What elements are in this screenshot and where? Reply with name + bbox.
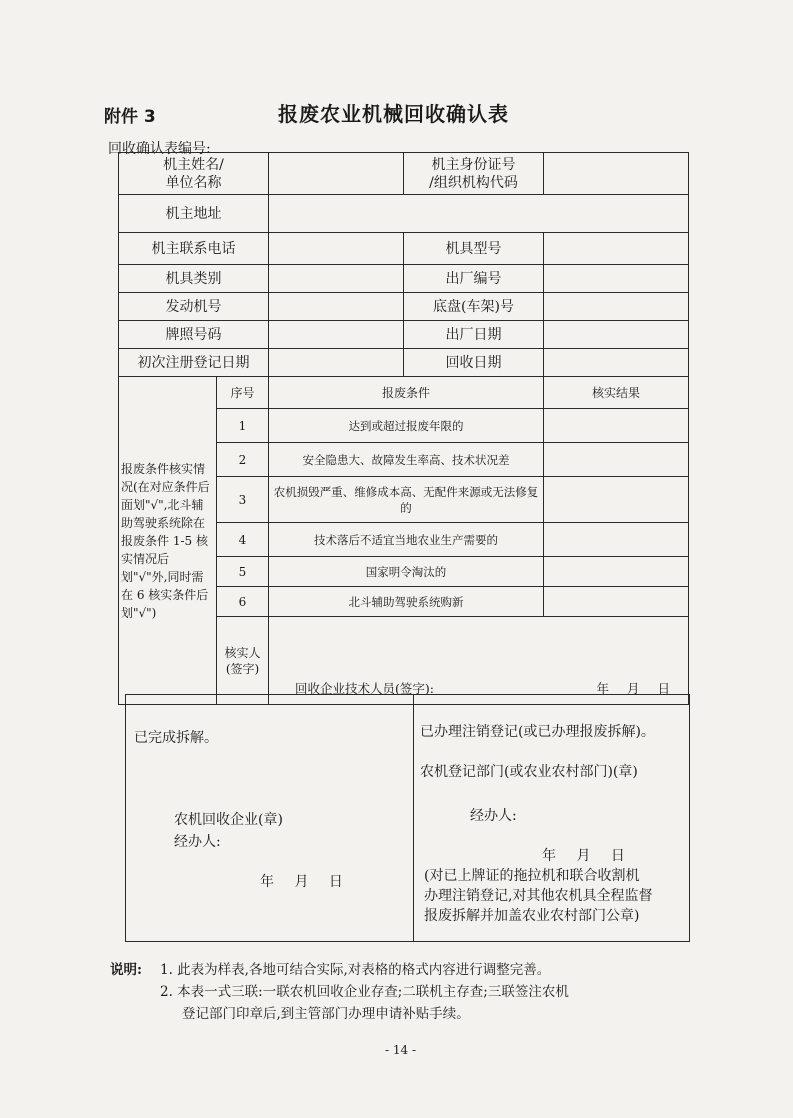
- plate-number-value[interactable]: [269, 321, 404, 349]
- condition-result[interactable]: [544, 557, 689, 587]
- notes-prefix: 说明:: [110, 962, 142, 978]
- condition-no: 4: [217, 523, 269, 557]
- recycler-seal-label: 农机回收企业(章): [174, 812, 283, 828]
- recycler-handler-label: 经办人:: [174, 834, 221, 850]
- form-number-label: 回收确认表编号:: [108, 141, 211, 157]
- verifier-signature-area[interactable]: [269, 617, 689, 705]
- page-title: 报废农业机械回收确认表: [278, 102, 509, 126]
- note-line-3: 登记部门印章后,到主管部门办理申请补贴手续。: [182, 1006, 470, 1022]
- owner-id-value[interactable]: [544, 153, 689, 195]
- registration-note-1: (对已上牌证的拖拉机和联合收割机: [424, 868, 640, 884]
- page-number: - 14 -: [385, 1043, 417, 1057]
- machine-category-value[interactable]: [269, 265, 404, 293]
- chassis-number-label: 底盘(车架)号: [404, 293, 544, 321]
- condition-check-note: 报废条件核实情况(在对应条件后面划"√",北斗辅助驾驶系统除在报废条件 1-5 核实情况后划"√"外,同时需在 6 核实条件后划"√"): [119, 377, 217, 705]
- verifier-label: 核实人(签字): [217, 617, 269, 705]
- tech-signature-label: 回收企业技术人员(签字):: [295, 681, 434, 696]
- condition-no: 3: [217, 477, 269, 523]
- first-registration-value[interactable]: [269, 349, 404, 377]
- condition-result[interactable]: [544, 477, 689, 523]
- chassis-number-value[interactable]: [544, 293, 689, 321]
- machine-model-label: 机具型号: [404, 233, 544, 265]
- recovery-date-value[interactable]: [544, 349, 689, 377]
- factory-date-value[interactable]: [544, 321, 689, 349]
- engine-number-value[interactable]: [269, 293, 404, 321]
- condition-text: 北斗辅助驾驶系统购新: [269, 587, 544, 617]
- condition-text: 技术落后不适宜当地农业生产需要的: [269, 523, 544, 557]
- factory-number-value[interactable]: [544, 265, 689, 293]
- condition-result[interactable]: [544, 443, 689, 477]
- attachment-label: 附件 3: [104, 107, 156, 127]
- owner-phone-label: 机主联系电话: [119, 233, 269, 265]
- machine-model-value[interactable]: [544, 233, 689, 265]
- owner-name-value[interactable]: [269, 153, 404, 195]
- col-result-header: 核实结果: [544, 377, 689, 409]
- factory-date-label: 出厂日期: [404, 321, 544, 349]
- registration-handler-label: 经办人:: [470, 808, 517, 824]
- verifier-date: 年 月 日: [596, 681, 670, 696]
- owner-address-label: 机主地址: [119, 195, 269, 233]
- registration-date: 年 月 日: [542, 848, 625, 864]
- registration-note-3: 报废拆解并加盖农业农村部门公章): [424, 908, 640, 924]
- owner-phone-value[interactable]: [269, 233, 404, 265]
- col-condition-header: 报废条件: [269, 377, 544, 409]
- condition-no: 6: [217, 587, 269, 617]
- registration-section: [413, 694, 690, 942]
- registration-note-2: 办理注销登记,对其他农机具全程监督: [424, 888, 653, 904]
- condition-text: 安全隐患大、故障发生率高、技术状况差: [269, 443, 544, 477]
- condition-no: 2: [217, 443, 269, 477]
- plate-number-label: 牌照号码: [119, 321, 269, 349]
- dismantled-status: 已完成拆解。: [134, 730, 218, 746]
- condition-text: 达到或超过报废年限的: [269, 409, 544, 443]
- owner-id-label: 机主身份证号 /组织机构代码: [404, 153, 544, 195]
- engine-number-label: 发动机号: [119, 293, 269, 321]
- owner-address-value[interactable]: [269, 195, 689, 233]
- col-seq-header: 序号: [217, 377, 269, 409]
- recycler-section: [125, 694, 413, 942]
- condition-text: 农机损毁严重、维修成本高、无配件来源或无法修复的: [269, 477, 544, 523]
- registration-dept-label: 农机登记部门(或农业农村部门)(章): [420, 764, 638, 780]
- condition-result[interactable]: [544, 409, 689, 443]
- note-line-1: 1. 此表为样表,各地可结合实际,对表格的格式内容进行调整完善。: [160, 962, 551, 978]
- first-registration-label: 初次注册登记日期: [119, 349, 269, 377]
- condition-text: 国家明令淘汰的: [269, 557, 544, 587]
- condition-no: 1: [217, 409, 269, 443]
- note-line-2: 2. 本表一式三联:一联农机回收企业存查;二联机主存查;三联签注农机: [160, 984, 569, 1000]
- condition-no: 5: [217, 557, 269, 587]
- factory-number-label: 出厂编号: [404, 265, 544, 293]
- condition-result[interactable]: [544, 523, 689, 557]
- recovery-date-label: 回收日期: [404, 349, 544, 377]
- confirmation-table: [118, 152, 689, 705]
- deregistered-status: 已办理注销登记(或已办理报废拆解)。: [420, 724, 655, 740]
- recycler-date: 年 月 日: [260, 874, 343, 890]
- owner-name-label: 机主姓名/ 单位名称: [119, 153, 269, 195]
- condition-result[interactable]: [544, 587, 689, 617]
- machine-category-label: 机具类别: [119, 265, 269, 293]
